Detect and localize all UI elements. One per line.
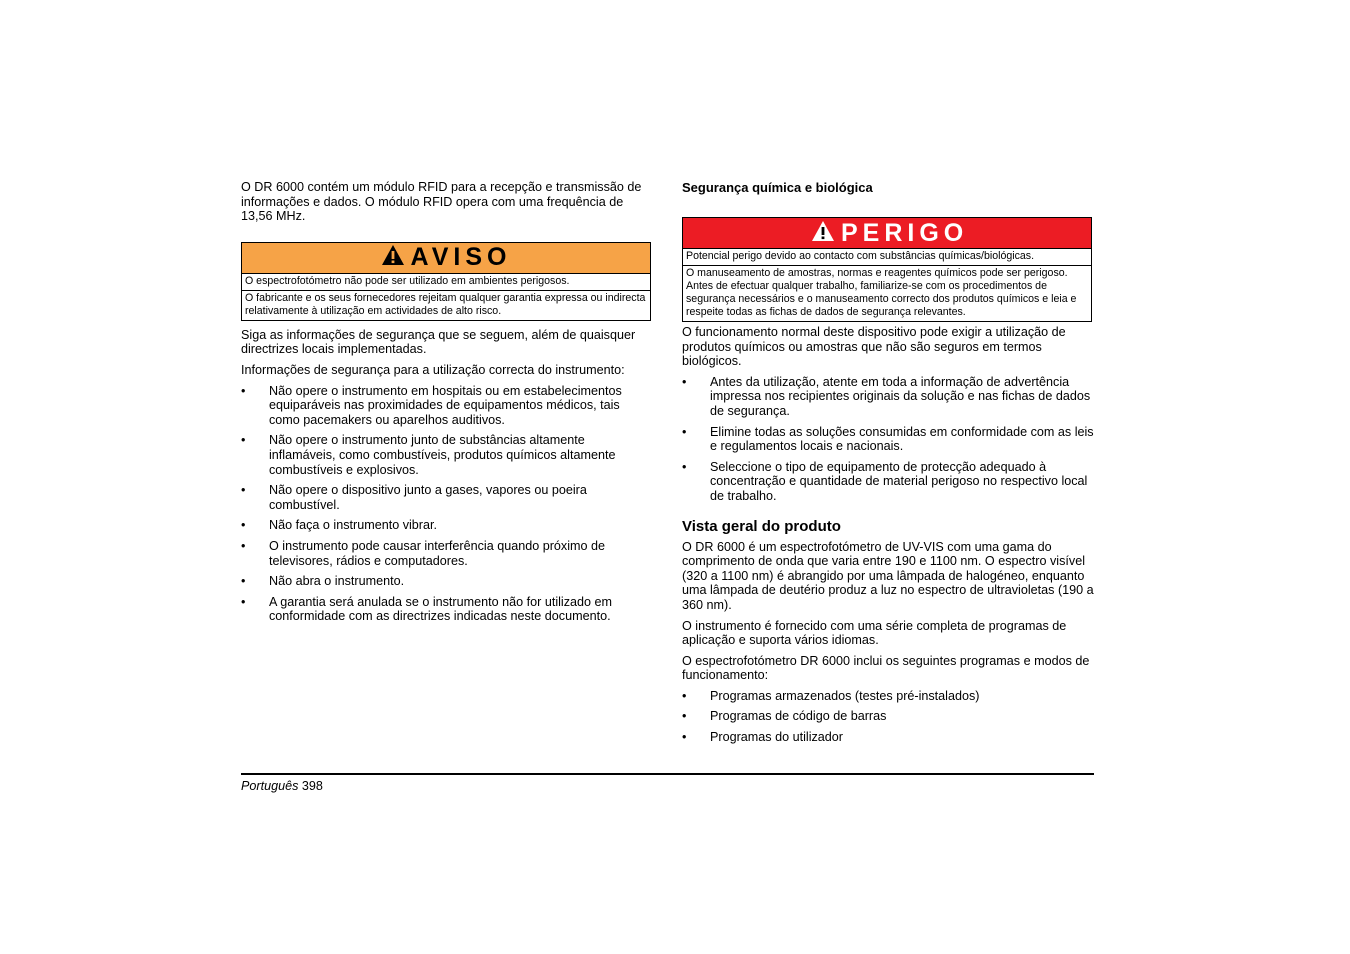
list-item: • Antes da utilização, atente em toda a informação de advertência impressa nos recipientes originais da solução e nas fichas de dados de segurança. bbox=[682, 374, 1091, 418]
list-item: • Não opere o dispositivo junto a gases, vapores ou poeira combustível. bbox=[241, 483, 587, 512]
footer-divider bbox=[241, 773, 1094, 775]
list-item: • A garantia será anulada se o instrumento não for utilizado em conformidade com as directrizes indicadas neste documento. bbox=[241, 594, 613, 624]
perigo-box bbox=[682, 217, 1092, 322]
safety-info-paragraph: Informações de segurança para a utilização correcta do instrumento: bbox=[241, 362, 625, 377]
bullet-icon: • bbox=[682, 709, 687, 724]
chem-bullet-list bbox=[682, 375, 1094, 504]
list-item: • Não faça o instrumento vibrar. bbox=[241, 518, 437, 533]
list-item: • Não opere o instrumento junto de substâncias altamente inflamáveis, como combustíveis, produtos químicos altamente combustíveis e explosivos. bbox=[241, 433, 616, 477]
warning-triangle-icon bbox=[381, 244, 405, 271]
bullet-icon: • bbox=[241, 538, 246, 553]
rfid-paragraph: O DR 6000 contém um módulo RFID para a recepção e transmissão de informações e dados. O módulo RFID opera com uma frequência de 13,56 MHz. bbox=[241, 180, 642, 224]
page-number: 398 bbox=[301, 779, 323, 793]
right-column bbox=[682, 180, 1094, 751]
bullet-icon: • bbox=[241, 383, 246, 398]
left-column bbox=[241, 180, 653, 630]
warning-triangle-icon bbox=[811, 220, 835, 247]
list-item: • O instrumento pode causar interferência quando próximo de televisores, rádios e computadores. bbox=[241, 538, 606, 568]
bullet-icon: • bbox=[241, 594, 246, 609]
chem-bio-heading: Segurança química e biológica bbox=[682, 180, 873, 195]
programs-bullet-list bbox=[682, 689, 1094, 745]
perigo-line: O manuseamento de amostras, normas e reagentes químicos pode ser perigoso. Antes de efectuar qualquer trabalho, familiarize-se com os procedimentos de segurança necessários e o manuseamento correcto dos produtos químicos e leia e respeite todas as fichas de dados de segurança relevantes. bbox=[686, 267, 1077, 318]
modes-paragraph: O espectrofotómetro DR 6000 inclui os seguintes programas e modos de funcionamento: bbox=[682, 653, 1090, 683]
bullet-icon: • bbox=[241, 433, 246, 448]
list-item: • Programas de código de barras bbox=[682, 709, 887, 724]
aviso-line: O fabricante e os seus fornecedores rejeitam qualquer garantia expressa ou indirecta relativamente à utilização em actividades de alto risco. bbox=[245, 291, 646, 317]
page-footer bbox=[241, 779, 323, 793]
list-item: • Seleccione o tipo de equipamento de protecção adequado à concentração e quantidade de material perigoso no respectivo local de trabalho. bbox=[682, 459, 1088, 503]
bullet-icon: • bbox=[682, 688, 687, 703]
programs-paragraph: O instrumento é fornecido com uma série completa de programas de aplicação e suporta vários idiomas. bbox=[682, 618, 1067, 648]
list-item: • Não opere o instrumento em hospitais ou em estabelecimentos equiparáveis nas proximidades de equipamentos médicos, tais como pacemakers ou aparelhos auditivos. bbox=[241, 383, 622, 427]
perigo-header bbox=[683, 218, 1091, 249]
product-overview-heading: Vista geral do produto bbox=[682, 517, 841, 535]
footer-language: Português bbox=[241, 779, 299, 793]
bullet-icon: • bbox=[682, 459, 687, 474]
list-item: • Programas do utilizador bbox=[682, 730, 843, 745]
bullet-icon: • bbox=[682, 730, 687, 745]
list-item: • Elimine todas as soluções consumidas em conformidade com as leis e regulamentos locais e nacionais. bbox=[682, 424, 1094, 454]
bullet-icon: • bbox=[682, 424, 687, 439]
list-item: • Programas armazenados (testes pré-instalados) bbox=[682, 688, 980, 703]
aviso-box bbox=[241, 242, 651, 321]
list-item: • Não abra o instrumento. bbox=[241, 574, 405, 589]
spectrophotometer-paragraph: O DR 6000 é um espectrofotómetro de UV-VIS com uma gama do comprimento de onda que varia entre 190 e 1100 nm. O espectro visível (320 a 1100 nm) é abrangido por uma lâmpada de halogéneo, enquanto uma lâmpada de deutério produz a luz no espectro de ultravioletas (190 a 360 nm). bbox=[682, 539, 1094, 612]
perigo-line: Potencial perigo devido ao contacto com substâncias químicas/biológicas. bbox=[683, 249, 1091, 266]
bullet-icon: • bbox=[682, 374, 687, 389]
bullet-icon: • bbox=[241, 483, 246, 498]
safety-bullet-list bbox=[241, 384, 653, 624]
bullet-icon: • bbox=[241, 574, 246, 589]
perigo-title: PERIGO bbox=[841, 218, 969, 247]
safety-intro-paragraph: Siga as informações de segurança que se seguem, além de quaisquer directrizes locais implementadas. bbox=[241, 327, 636, 357]
aviso-line: O espectrofotómetro não pode ser utilizado em ambientes perigosos. bbox=[242, 274, 650, 291]
aviso-header bbox=[242, 243, 650, 274]
bullet-icon: • bbox=[241, 518, 246, 533]
aviso-title: AVISO bbox=[410, 243, 512, 272]
normal-operation-paragraph: O funcionamento normal deste dispositivo pode exigir a utilização de produtos químicos ou amostras que não são seguros em termos biológicos. bbox=[682, 325, 1066, 369]
